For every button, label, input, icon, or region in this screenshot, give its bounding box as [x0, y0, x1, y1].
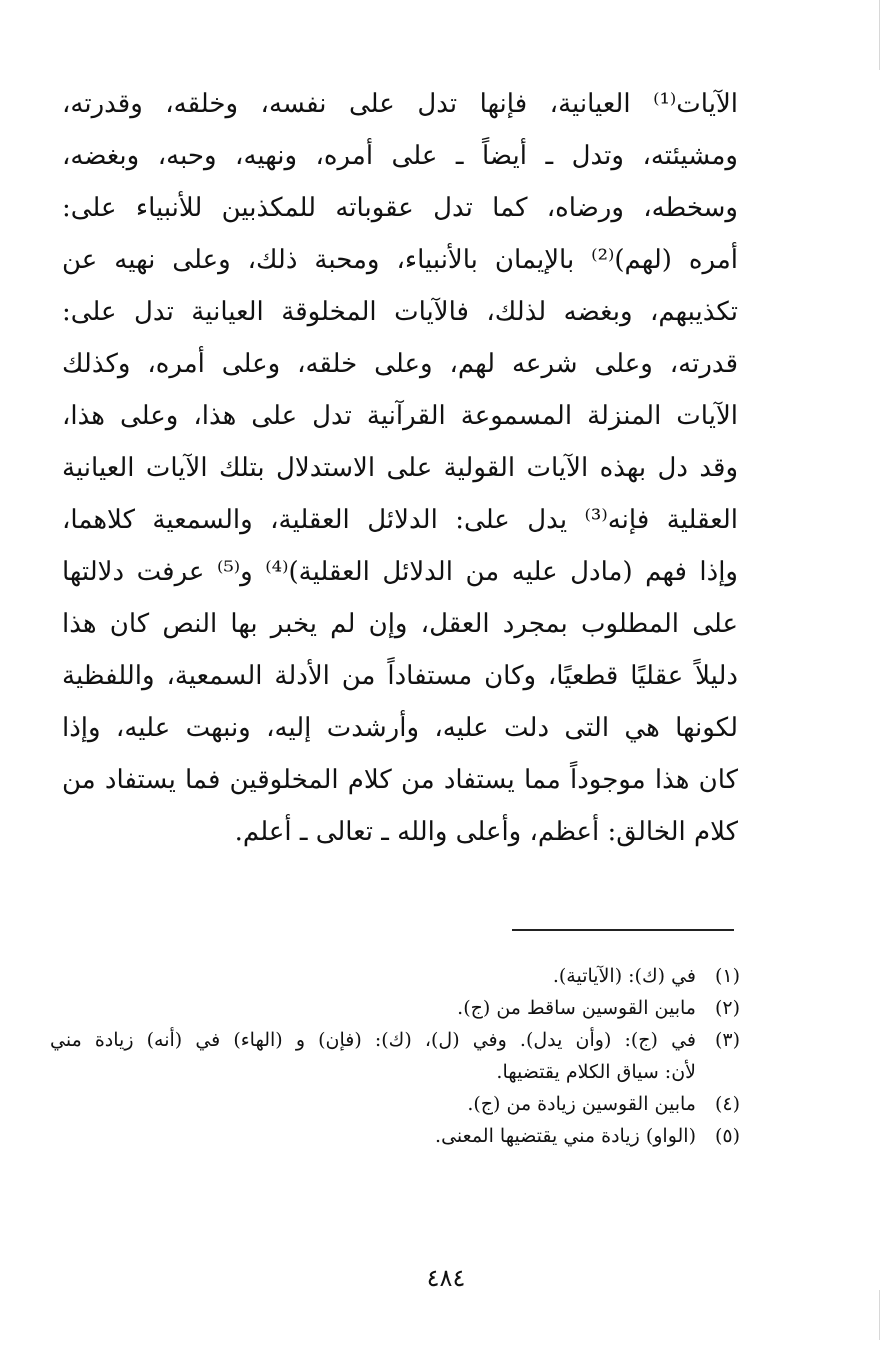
footnote-item	[50, 960, 740, 992]
footnote-number: (١)	[714, 965, 740, 987]
main-text-line: تكذيبهم، وبغضه لذلك، فالآيات المخلوقة العيانية تدل على:	[62, 297, 738, 327]
scan-edge-mark	[879, 1290, 880, 1340]
footnote-line: مابين القوسين زيادة من (ج).	[467, 1093, 696, 1115]
footnote-separator	[512, 929, 734, 931]
main-text-line: الآيات المنزلة المسموعة القرآنية تدل على هذا، وعلى هذا،	[62, 401, 738, 431]
footnote-item	[50, 992, 740, 1024]
main-text-line: على المطلوب بمجرد العقل، وإن لم يخبر بها النص كان هذا	[62, 609, 738, 639]
main-text-line: كان هذا موجوداً مما يستفاد من كلام المخلوقين فما يستفاد من	[62, 765, 738, 795]
main-text-line: ومشيئته، وتدل ـ أيضاً ـ على أمره، ونهيه، وحبه، وبغضه،	[62, 141, 738, 171]
footnote-text	[50, 1088, 696, 1120]
main-text-line: العقلية فإنه⁽³⁾ يدل على: الدلائل العقلية، والسمعية كلاهما،	[62, 505, 738, 535]
main-text-line: أمره (لهم)⁽²⁾ بالإيمان بالأنبياء، ومحبة ذلك، وعلى نهيه عن	[62, 245, 738, 275]
main-text-line: وسخطه، ورضاه، كما تدل عقوباته للمكذبين للأنبياء على:	[62, 193, 738, 223]
footnote-line: (الواو) زيادة مني يقتضيها المعنى.	[435, 1125, 696, 1147]
footnote-text	[50, 1024, 696, 1088]
footnote-number: (٤)	[714, 1093, 740, 1115]
footnote-text	[50, 992, 696, 1024]
footnote-item	[50, 1120, 740, 1152]
scan-edge-mark	[879, 0, 880, 70]
footnote-text	[50, 960, 696, 992]
footnote-text	[50, 1120, 696, 1152]
page-number: ٤٨٤	[426, 1264, 466, 1292]
footnotes-block	[50, 960, 740, 1152]
main-text-block	[62, 78, 738, 858]
main-text-line: لكونها هي التى دلت عليه، وأرشدت إليه، ونبهت عليه، وإذا	[62, 713, 738, 743]
main-text-line: قدرته، وعلى شرعه لهم، وعلى خلقه، وعلى أمره، وكذلك	[62, 349, 738, 379]
footnote-item	[50, 1088, 740, 1120]
main-text-line: وإذا فهم (مادل عليه من الدلائل العقلية)⁽⁴⁾ و⁽⁵⁾ عرفت دلالتها	[62, 557, 738, 587]
footnote-line: مابين القوسين ساقط من (ج).	[457, 997, 696, 1019]
footnote-item	[50, 1024, 740, 1088]
footnote-line: في (ك): (الآياتية).	[552, 965, 696, 987]
footnote-number: (٢)	[714, 997, 740, 1019]
main-text-line: دليلاً عقليًا قطعيًا، وكان مستفاداً من الأدلة السمعية، واللفظية	[62, 661, 738, 691]
main-text-line: الآيات⁽¹⁾ العيانية، فإنها تدل على نفسه، وخلقه، وقدرته،	[62, 89, 738, 119]
main-text-line: وقد دل بهذه الآيات القولية على الاستدلال بتلك الآيات العيانية	[62, 453, 738, 483]
footnote-line: لأن: سياق الكلام يقتضيها.	[496, 1061, 696, 1083]
footnote-line: في (ج): (وأن يدل). وفي (ل)، (ك): (فإن) و (الهاء) في (أنه) زيادة مني	[50, 1029, 696, 1051]
main-text-line: كلام الخالق: أعظم، وأعلى والله ـ تعالى ـ أعلم.	[234, 817, 738, 847]
footnote-number: (٣)	[714, 1029, 740, 1051]
footnote-number: (٥)	[714, 1125, 740, 1147]
